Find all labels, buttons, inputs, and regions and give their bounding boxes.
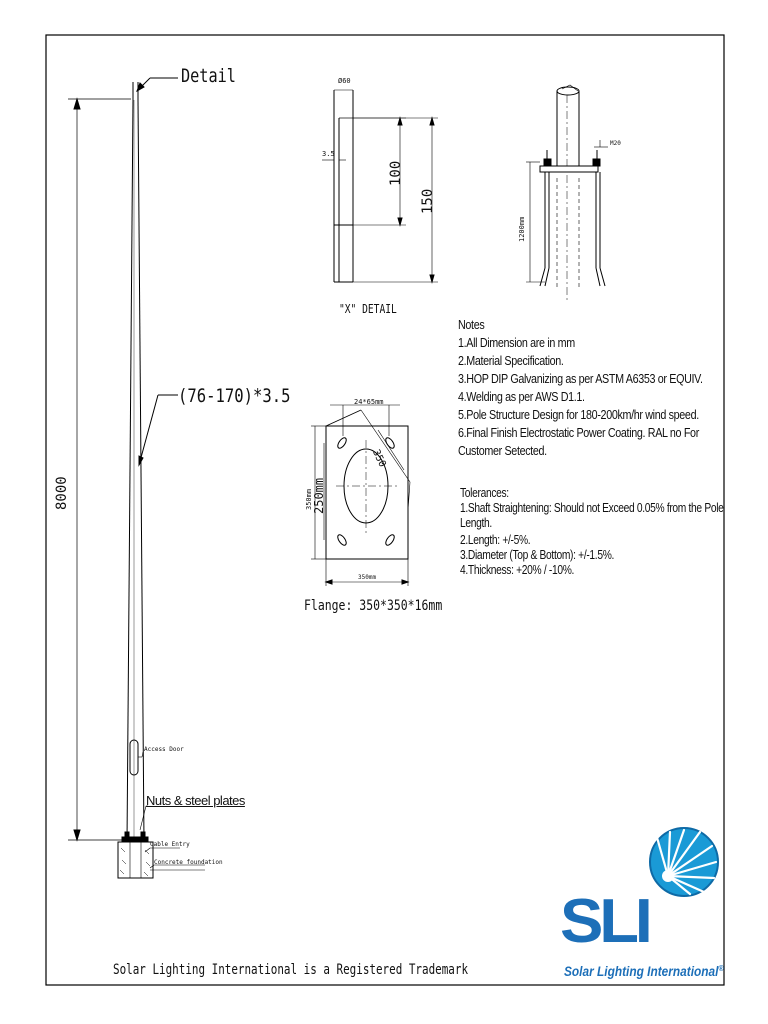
x-detail-dim-100: 100 bbox=[388, 160, 404, 186]
note-item: 6.Final Finish Electrostatic Power Coating. RAL no For bbox=[458, 426, 699, 440]
nuts-plates-label: Nuts & steel plates bbox=[146, 793, 245, 808]
logo-tagline bbox=[564, 964, 724, 979]
flange-bottom-dim: 350mm bbox=[358, 574, 377, 581]
flange-diag-dim: 350 bbox=[370, 448, 388, 470]
note-item: Customer Setected. bbox=[458, 444, 547, 458]
anchor-depth-dim: 1200mm bbox=[518, 216, 526, 242]
notes-block bbox=[458, 316, 703, 460]
tolerances-heading: Tolerances: bbox=[460, 486, 509, 500]
x-detail-thickness-dim: 3.5 bbox=[322, 150, 335, 158]
flange-outer-dim: 350mm bbox=[305, 488, 313, 510]
pole-elevation bbox=[68, 78, 205, 878]
detail-callout-label: Detail bbox=[181, 65, 236, 87]
note-item: 4.Welding as per AWS D1.1. bbox=[458, 390, 585, 404]
x-detail-dim-150: 150 bbox=[420, 188, 436, 214]
note-item: 1.All Dimension are in mm bbox=[458, 336, 575, 350]
tolerance-item: 1.Shaft Straightening: Should not Exceed 0.05% from the Pole bbox=[460, 501, 724, 515]
concrete-foundation-label: Concrete foundation bbox=[154, 859, 223, 866]
flange-slot-dim: 24*65mm bbox=[354, 398, 384, 406]
tolerance-item: 2.Length: +/-5%. bbox=[460, 533, 531, 547]
note-item: 5.Pole Structure Design for 180-200km/hr wind speed. bbox=[458, 408, 699, 422]
flange-caption: Flange: 350*350*16mm bbox=[304, 598, 443, 614]
tolerance-item: 4.Thickness: +20% / -10%. bbox=[460, 563, 575, 577]
logo-tagline-text: Solar Lighting International bbox=[564, 964, 719, 979]
x-detail-top-dim: Ø60 bbox=[338, 77, 351, 85]
notes-heading: Notes bbox=[458, 318, 485, 332]
access-door-label: Access Door bbox=[144, 746, 184, 753]
shaft-spec-label: (76-170)*3.5 bbox=[178, 385, 291, 407]
tolerance-item: 3.Diameter (Top & Bottom): +/-1.5%. bbox=[460, 548, 615, 562]
anchor-bolt-dim: M20 bbox=[610, 140, 621, 147]
tolerance-item: Length. bbox=[460, 516, 492, 530]
note-item: 2.Material Specification. bbox=[458, 354, 564, 368]
note-item: 3.HOP DIP Galvanizing as per ASTM A6353 or EQUIV. bbox=[458, 372, 703, 386]
flange-inner-dim: 250mm bbox=[312, 477, 326, 514]
cable-entry-label: Cable Entry bbox=[150, 841, 190, 848]
anchor-bolt-drawing bbox=[526, 85, 608, 300]
x-detail-drawing bbox=[322, 90, 438, 282]
trademark-text: Solar Lighting International is a Registered Trademark bbox=[113, 962, 469, 978]
registered-mark: ® bbox=[718, 964, 724, 973]
sli-logo bbox=[560, 880, 730, 980]
logo-letters: SLI bbox=[560, 887, 649, 956]
tolerances-block bbox=[460, 486, 724, 578]
x-detail-caption: "X" DETAIL bbox=[339, 302, 397, 316]
pole-height-dimension: 8000 bbox=[54, 476, 70, 510]
